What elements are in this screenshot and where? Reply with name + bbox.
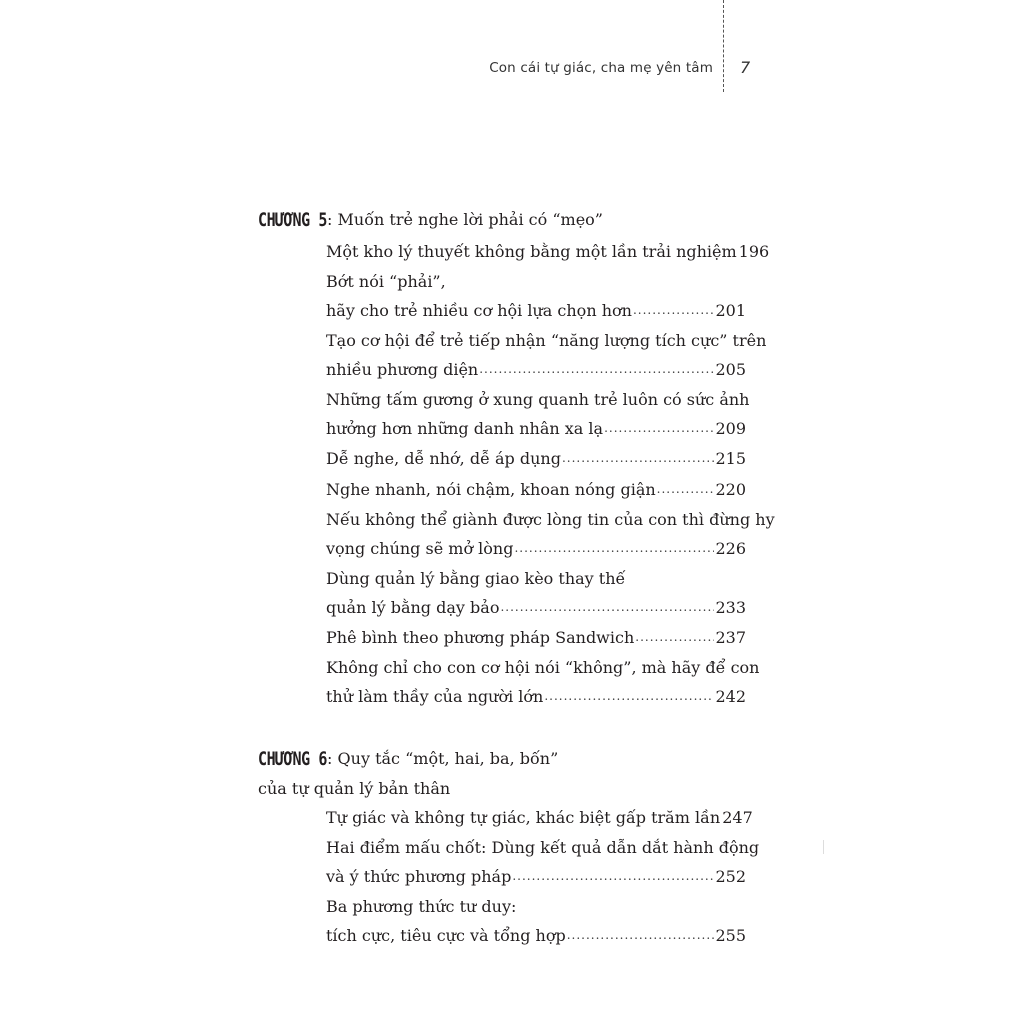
toc-entry-title-cont: và ý thức phương pháp [326, 867, 512, 886]
toc-entry-title: Hai điểm mấu chốt: Dùng kết quả dẫn dắt hành động [326, 838, 760, 857]
dot-leader [567, 921, 715, 950]
toc-entry-page: 205 [715, 360, 746, 379]
chapter-title: : Quy tắc “một, hai, ba, bốn” [327, 749, 559, 768]
toc-entry-page: 242 [715, 687, 746, 706]
toc-entry-title: Ba phương thức tư duy: [326, 897, 517, 916]
chapter-label: CHƯƠNG 6 [258, 747, 328, 771]
toc-entry-title: Tạo cơ hội để trẻ tiếp nhận “năng lượng tích cực” trên [326, 331, 767, 350]
dot-leader [657, 475, 715, 504]
chapter-heading [258, 744, 758, 803]
toc-entry-title-cont: quản lý bằng dạy bảo [326, 598, 500, 617]
toc-entry-title: Bớt nói “phải”, [326, 272, 446, 291]
toc-entry-title: Phê bình theo phương pháp Sandwich [326, 628, 635, 647]
toc-entry-title-cont: vọng chúng sẽ mở lòng [326, 539, 514, 558]
dot-leader [562, 444, 714, 473]
toc-entry-page: 252 [715, 867, 746, 886]
dot-leader [512, 862, 714, 891]
running-title: Con cái tự giác, cha mẹ yên tâm [489, 60, 713, 76]
toc-entry-title: Dùng quản lý bằng giao kèo thay thế [326, 569, 626, 588]
toc-entry[interactable] [326, 623, 746, 652]
toc-entry-page: 196 [738, 242, 770, 261]
dot-leader [635, 623, 714, 652]
header-divider [723, 0, 724, 92]
toc-entry-title: Nếu không thể giành được lòng tin của con thì đừng hy [326, 510, 775, 529]
toc-entry-page: 201 [715, 301, 746, 320]
toc-entry-page: 215 [715, 449, 746, 468]
dot-leader [544, 682, 714, 711]
toc-entry[interactable] [326, 564, 746, 622]
toc-entry-title: Những tấm gương ở xung quanh trẻ luôn có sức ảnh [326, 390, 750, 409]
dot-leader [514, 534, 714, 563]
toc-entry-title: Một kho lý thuyết không bằng một lần trải nghiệm [326, 242, 737, 261]
dot-leader [604, 414, 714, 443]
chapter-title-cont: của tự quản lý bản thân [258, 779, 451, 798]
toc-entry[interactable] [326, 803, 753, 832]
toc-entry-page: 233 [715, 598, 746, 617]
chapter-heading [258, 205, 758, 235]
toc-entry-title-cont: tích cực, tiêu cực và tổng hợp [326, 926, 566, 945]
toc-entry-title: Nghe nhanh, nói chậm, khoan nóng giận [326, 480, 656, 499]
toc-entry-title: Tự giác và không tự giác, khác biệt gấp trăm lần [326, 808, 721, 827]
toc-entry-page: 237 [715, 628, 746, 647]
dot-leader [633, 296, 715, 325]
toc-entry[interactable] [326, 892, 746, 950]
toc-entry[interactable] [326, 505, 775, 563]
toc-entry-title: Không chỉ cho con cơ hội nói “không”, mà hãy để con [326, 658, 760, 677]
dot-leader [500, 593, 714, 622]
toc-entry-page: 247 [722, 808, 753, 827]
toc-entry[interactable] [326, 833, 760, 891]
scan-mark [823, 840, 824, 854]
toc-entry-page: 255 [715, 926, 746, 945]
toc-entry[interactable] [326, 653, 760, 711]
chapter-label: CHƯƠNG 5 [258, 208, 328, 232]
toc-entry[interactable] [326, 475, 746, 504]
toc-entry[interactable] [326, 267, 746, 325]
toc-entry[interactable] [326, 444, 746, 473]
toc-entry[interactable] [326, 326, 767, 384]
toc-entry-page: 226 [715, 539, 746, 558]
page-number: 7 [740, 58, 751, 77]
dot-leader [479, 355, 714, 384]
toc-entry-title-cont: nhiều phương diện [326, 360, 479, 379]
toc-entry-title-cont: hãy cho trẻ nhiều cơ hội lựa chọn hơn [326, 301, 632, 320]
toc-entry[interactable] [326, 237, 770, 266]
toc-entry-title-cont: thử làm thầy của người lớn [326, 687, 544, 706]
toc-entry[interactable] [326, 385, 750, 443]
toc-entry-title-cont: hưởng hơn những danh nhân xa lạ [326, 419, 604, 438]
toc-entry-page: 209 [715, 419, 746, 438]
toc-entry-page: 220 [715, 480, 746, 499]
toc-entry-title: Dễ nghe, dễ nhớ, dễ áp dụng [326, 449, 561, 468]
chapter-title: : Muốn trẻ nghe lời phải có “mẹo” [327, 210, 603, 229]
